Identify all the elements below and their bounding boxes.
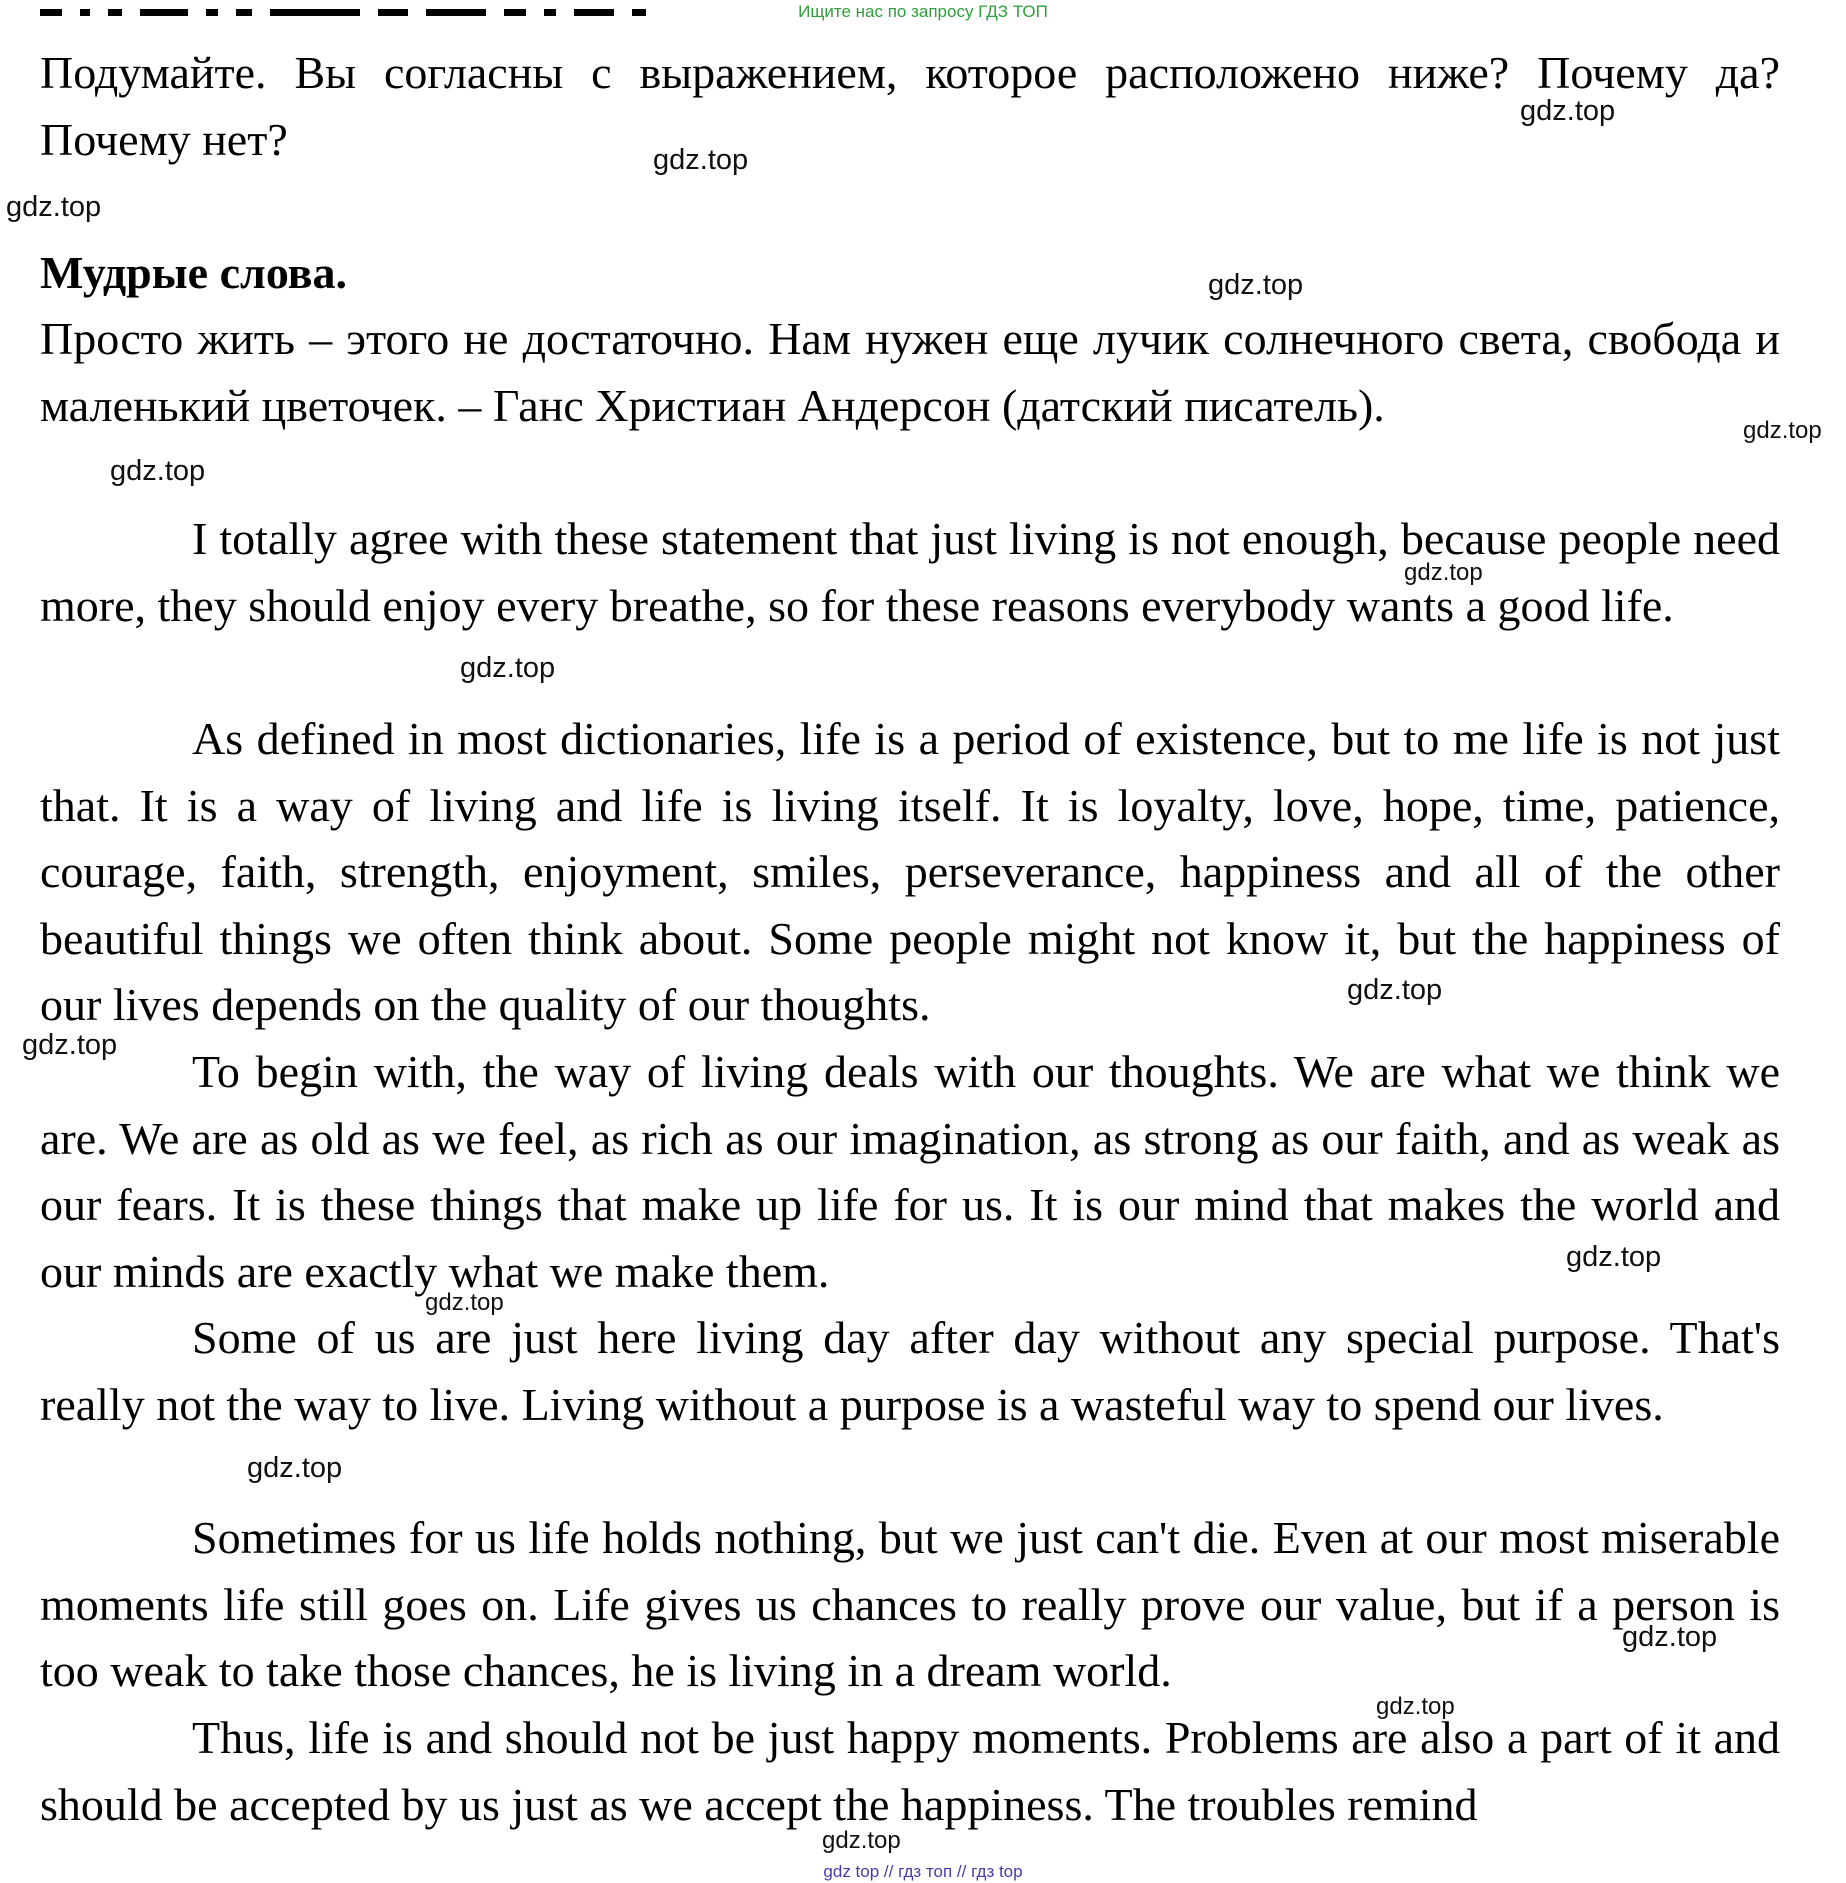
watermark: gdz.top: [1404, 559, 1483, 586]
watermark: gdz.top: [425, 1289, 504, 1316]
watermark: gdz.top: [1566, 1241, 1662, 1273]
watermark: gdz.top: [1743, 417, 1822, 444]
watermark: gdz.top: [22, 1029, 118, 1061]
quote-text: Просто жить – этого не достаточно. Нам нужен еще лучик солнечного света, свобода и маленький цветочек. – Ганс Христиан Андерсон (датский писатель).: [40, 313, 1780, 431]
top-banner: Ищите нас по запросу ГДЗ ТОП: [798, 2, 1048, 21]
task-question: Подумайте. Вы согласны с выражением, которое расположено ниже? Почему да? Почему нет?: [40, 47, 1780, 165]
watermark: gdz.top: [653, 144, 749, 176]
essay-paragraph: Sometimes for us life holds nothing, but we just can't die. Even at our most miserable moments life still goes on. Life gives us chances to really prove our value, but if a person is too weak to take those chances, he is living in a dream world.: [40, 1512, 1780, 1696]
watermark: gdz.top: [1347, 974, 1443, 1006]
watermark: gdz.top: [1622, 1621, 1718, 1653]
essay-paragraph: Some of us are just here living day after day without any special purpose. That's really not the way to live. Living without a purpose is a wasteful way to spend our lives.: [40, 1312, 1780, 1430]
watermark: gdz.top: [1208, 269, 1304, 301]
watermark: gdz.top: [6, 191, 102, 223]
essay-paragraph: To begin with, the way of living deals with our thoughts. We are what we think we are. We are as old as we feel, as rich as our imagination, as strong as our faith, and as weak as our fears. It is these things that make up life for us. It is our mind that makes the world and our minds are exactly what we make them.: [40, 1046, 1780, 1297]
watermark: gdz.top: [460, 652, 556, 684]
watermark: gdz.top: [822, 1827, 901, 1854]
essay-paragraph: Thus, life is and should not be just happy moments. Problems are also a part of it and should be accepted by us just as we accept the happiness. The troubles remind: [40, 1712, 1780, 1830]
watermark: gdz.top: [1520, 95, 1616, 127]
watermark: gdz.top: [247, 1452, 343, 1484]
quote-heading: Мудрые слова.: [40, 247, 348, 298]
watermark: gdz.top: [1376, 1693, 1455, 1720]
footer-links: gdz top // гдз топ // гдз top: [823, 1862, 1023, 1881]
essay-paragraph: As defined in most dictionaries, life is a period of existence, but to me life is not just that. It is a way of living and life is living itself. It is loyalty, love, hope, time, patience, courage, faith, strength, enjoyment, smiles, perseverance, happiness and all of the other beautiful things we often think about. Some people might not know it, but the happiness of our lives depends on the quality of our thoughts.: [40, 713, 1780, 1030]
essay-paragraph: I totally agree with these statement that just living is not enough, because people need more, they should enjoy every breathe, so for these reasons everybody wants a good life.: [40, 513, 1780, 631]
watermark: gdz.top: [110, 455, 206, 487]
